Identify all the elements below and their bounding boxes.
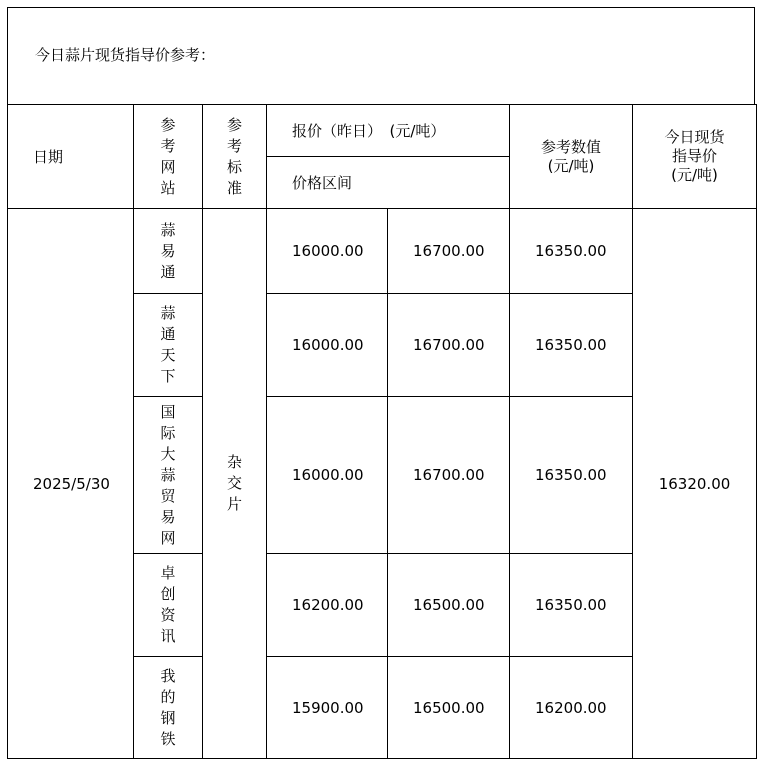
ref-value-cell: 16200.00 [510, 657, 633, 759]
high-price-cell: 16500.00 [388, 657, 510, 759]
header-ref-value: 参考数值 (元/吨) [510, 105, 633, 209]
header-site: 参 考 网 站 [134, 105, 203, 209]
site-cell: 蒜 易 通 [134, 209, 203, 294]
header-row-1 [8, 105, 757, 157]
site-cell: 国 际 大 蒜 贸 易 网 [134, 397, 203, 554]
title-section [7, 7, 755, 104]
high-price-cell: 16700.00 [388, 397, 510, 554]
guide-price-cell: 16320.00 [633, 209, 757, 759]
table-row [8, 209, 757, 294]
low-price-cell: 16000.00 [267, 294, 388, 397]
header-date: 日期 [8, 105, 134, 209]
site-cell: 卓 创 资 讯 [134, 554, 203, 657]
high-price-cell: 16500.00 [388, 554, 510, 657]
date-cell: 2025/5/30 [8, 209, 134, 759]
low-price-cell: 16200.00 [267, 554, 388, 657]
header-guide-price: 今日现货 指导价 (元/吨) [633, 105, 757, 209]
page-title: 今日蒜片现货指导价参考： [35, 46, 216, 64]
header-range: 价格区间 [267, 157, 510, 209]
low-price-cell: 15900.00 [267, 657, 388, 759]
price-table [7, 104, 757, 759]
ref-value-cell: 16350.00 [510, 554, 633, 657]
header-quote: 报价（昨日） (元/吨） [267, 105, 510, 157]
header-standard: 参 考 标 准 [203, 105, 267, 209]
ref-value-cell: 16350.00 [510, 294, 633, 397]
ref-value-cell: 16350.00 [510, 397, 633, 554]
ref-value-cell: 16350.00 [510, 209, 633, 294]
low-price-cell: 16000.00 [267, 397, 388, 554]
high-price-cell: 16700.00 [388, 209, 510, 294]
standard-cell: 杂 交 片 [203, 209, 267, 759]
site-cell: 蒜 通 天 下 [134, 294, 203, 397]
high-price-cell: 16700.00 [388, 294, 510, 397]
low-price-cell: 16000.00 [267, 209, 388, 294]
site-cell: 我 的 钢 铁 [134, 657, 203, 759]
